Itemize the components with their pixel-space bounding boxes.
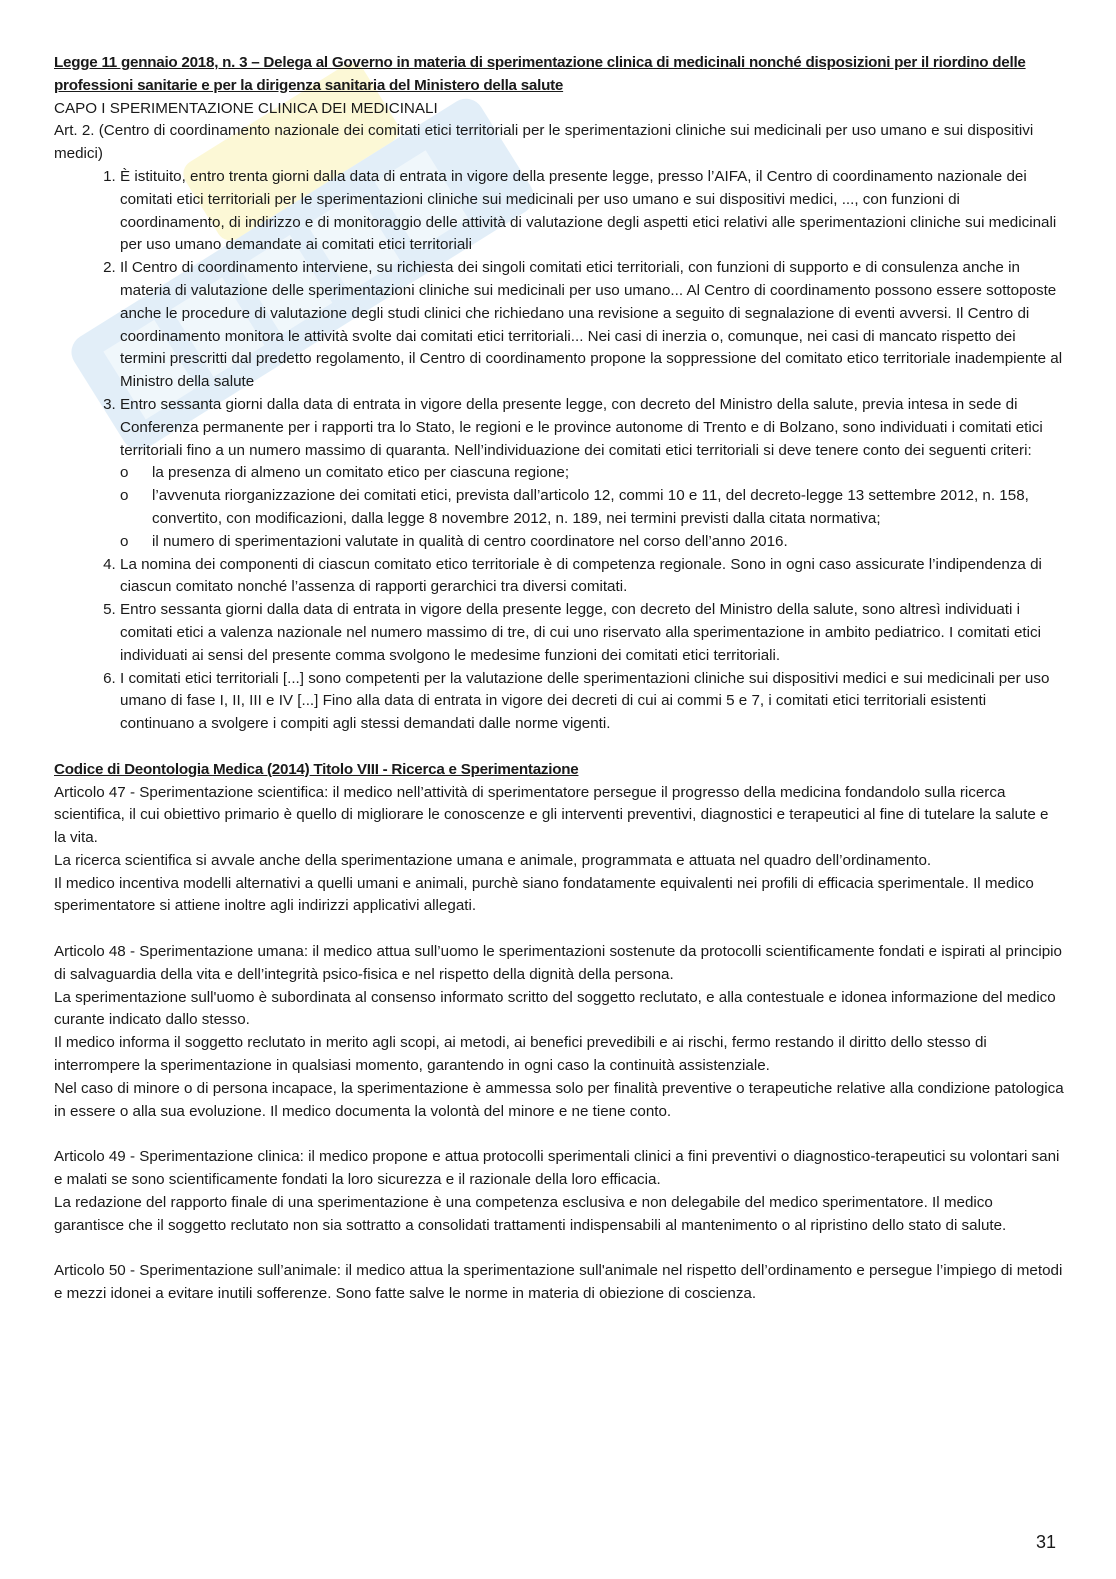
article-48-paragraph: Nel caso di minore o di persona incapace, la sperimentazione è ammessa solo per finalità preventive o terapeutiche relative alla condizione patologica in essere o alla sua evoluzione. Il medico documenta la volontà del minore e ne tiene conto.	[54, 1079, 1064, 1120]
article-50-paragraph: Articolo 50 - Sperimentazione sull’animale: il medico attua la sperimentazione sull'animale nel rispetto dell’ordinamento e persegue l’impiego di metodi e mezzi idonei a evitare inutili sofferenze. Sono fatte salve le norme in materia di obiezione di coscienza.	[54, 1262, 1063, 1303]
law-section	[54, 52, 1064, 736]
document-page	[54, 52, 1064, 1306]
page-number: 31	[1035, 1532, 1056, 1552]
criteria-item: o la presenza di almeno un comitato etico per ciascuna regione;	[152, 462, 1064, 485]
law-article-heading: Art. 2. (Centro di coordinamento nazionale dei comitati etici territoriali per le sperimentazioni cliniche sui medicinali per uso umano e sui dispositivi medici)	[54, 122, 1034, 163]
article-49-paragraph: La redazione del rapporto finale di una sperimentazione è una competenza esclusiva e non delegabile del medico sperimentatore. Il medico garantisce che il soggetto reclutato non sia sottratto a consolidati trattamenti indispensabili al mantenimento o al ripristino dello stato di salute.	[54, 1193, 1007, 1234]
law-title: Legge 11 gennaio 2018, n. 3 – Delega al Governo in materia di sperimentazione clinica di medicinali nonché disposizioni per il riordino delle professioni sanitarie e per la dirigenza sanitaria del Ministero della salute	[54, 54, 1026, 94]
article-48-paragraph: La sperimentazione sull'uomo è subordinata al consenso informato scritto del soggetto reclutato, e alla contestuale e idonea informazione del medico curante indicato dallo stesso.	[54, 988, 1056, 1029]
article-48-paragraph: Articolo 48 - Sperimentazione umana: il medico attua sull’uomo le sperimentazioni sostenute da protocolli scientificamente fondati e ispirati al principio di salvaguardia della vita e dell’integrità psico-fisica e nel rispetto della dignità della persona.	[54, 943, 1062, 983]
law-item-5: 5. Entro sessanta giorni dalla data di entrata in vigore della presente legge, con decreto del Ministro della salute, sono altresì individuati i comitati etici a valenza nazionale nel numero massimo di tre, di cui uno riservato alla sperimentazione in ambito pediatrico. I comitati etici individuati ai sensi del presente comma svolgono le medesime funzioni dei comitati etici territoriali.	[120, 599, 1064, 667]
law-item-3: 3. Entro sessanta giorni dalla data di entrata in vigore della presente legge, con decreto del Ministro della salute, previa intesa in sede di Conferenza permanente per i rapporti tra lo Stato, le regioni e le province autonome di Trento e di Bolzano, sono individuati i comitati etici territoriali fino a un numero massimo di quaranta. Nell’individuazione dei comitati etici territoriali si deve tenere conto dei seguenti criteri: o la presenza di almeno un comitato etico per ciascuna regione; o l’avvenuta riorganizzazione dei comitati etici, prevista dall’articolo 12, commi 10 e 11, del decreto-legge 13 settembre 2012, n. 158, convertito, con modificazioni, dalla legge 8 novembre 2012, n. 189, nei termini previsti dalla citata normativa; o il numero di sperimentazioni valutate in qualità di centro coordinatore nel corso dell’anno 2016.	[120, 394, 1064, 554]
law-item-6: 6. I comitati etici territoriali [...] sono competenti per la valutazione delle sperimentazioni cliniche sui dispositivi medici e sui medicinali per uso umano di fase I, II, III e IV [...] Fino alla data di entrata in vigore dei decreti di cui ai commi 5 e 7, i comitati etici territoriali esistenti continuano a svolgere i compiti agli stessi demandati dalle norme vigenti.	[120, 668, 1064, 736]
article-47-paragraph: Il medico incentiva modelli alternativi a quelli umani e animali, purchè siano fondatamente equivalenti nei profili di efficacia sperimentale. Il medico sperimentatore si attiene inoltre agli indirizzi applicativi allegati.	[54, 874, 1034, 915]
criteria-item: o il numero di sperimentazioni valutate in qualità di centro coordinatore nel corso dell’anno 2016.	[152, 531, 1064, 554]
code-section	[54, 759, 1064, 1306]
law-item-2: 2. Il Centro di coordinamento interviene, su richiesta dei singoli comitati etici territoriali, con funzioni di supporto e di consulenza anche in materia di valutazione delle sperimentazioni cliniche sui medicinali per uso umano... Al Centro di coordinamento possono essere sottoposte anche le procedure di valutazione degli studi clinici che richiedano una revisione a seguito di segnalazione di eventi avversi. Il Centro di coordinamento monitora le attività svolte dai comitati etici territoriali... Nei casi di inerzia o, comunque, nei casi di mancato rispetto dei termini prescritti dal predetto regolamento, il Centro di coordinamento propone la soppressione del comitato etico territoriale inadempiente al Ministro della salute	[120, 257, 1064, 394]
criteria-list	[120, 462, 1064, 553]
article-49-paragraph: Articolo 49 - Sperimentazione clinica: il medico propone e attua protocolli sperimentali clinici a fini preventivi o diagnostico-terapeutici su volontari sani e malati se sono scientificamente fondati la loro sicurezza e il razionale della loro efficacia.	[54, 1148, 1060, 1189]
bullet-o-icon: o	[120, 487, 129, 505]
criteria-item: o l’avvenuta riorganizzazione dei comitati etici, prevista dall’articolo 12, commi 10 e 11, del decreto-legge 13 settembre 2012, n. 158, convertito, con modificazioni, dalla legge 8 novembre 2012, n. 189, nei termini previsti dalla citata normativa;	[120, 487, 1029, 527]
article-47-paragraph: La ricerca scientifica si avvale anche della sperimentazione umana e animale, programmata e attuata nel quadro dell’ordinamento.	[54, 851, 932, 869]
code-title: Codice di Deontologia Medica (2014) Titolo VIII - Ricerca e Sperimentazione	[54, 760, 579, 778]
law-chapter: CAPO I SPERIMENTAZIONE CLINICA DEI MEDICINALI	[54, 99, 438, 117]
law-numbered-list	[54, 166, 1064, 736]
article-48-paragraph: Il medico informa il soggetto reclutato in merito agli scopi, ai metodi, ai benefici prevedibili e ai rischi, fermo restando il diritto dello stesso di interrompere la sperimentazione in qualsiasi momento, garantendo in ogni caso la continuità assistenziale.	[54, 1034, 987, 1075]
article-47-paragraph: Articolo 47 - Sperimentazione scientifica: il medico nell’attività di sperimentatore persegue il progresso della medicina fondandolo sulla ricerca scientifica, il cui obiettivo primario è quello di migliorare le conoscenze e gli interventi preventivi, diagnostici e terapeutici al fine di tutelare la salute e la vita.	[54, 783, 1049, 847]
bullet-o-icon: o	[120, 532, 129, 550]
law-item-4: 4. La nomina dei componenti di ciascun comitato etico territoriale è di competenza regionale. Sono in ogni caso assicurate l’indipendenza di ciascun comitato nonché l’assenza di rapporti gerarchici tra diversi comitati.	[120, 554, 1064, 600]
bullet-o-icon: o	[120, 464, 129, 482]
law-item-1: 1. È istituito, entro trenta giorni dalla data di entrata in vigore della presente legge, presso l’AIFA, il Centro di coordinamento nazionale dei comitati etici territoriali per le sperimentazioni cliniche sui medicinali per uso umano e sui dispositivi medici, ..., con funzioni di coordinamento, di indirizzo e di monitoraggio delle attività di valutazione degli aspetti etici relativi alle sperimentazioni cliniche sui medicinali per uso umano demandate ai comitati etici territoriali	[120, 166, 1064, 257]
